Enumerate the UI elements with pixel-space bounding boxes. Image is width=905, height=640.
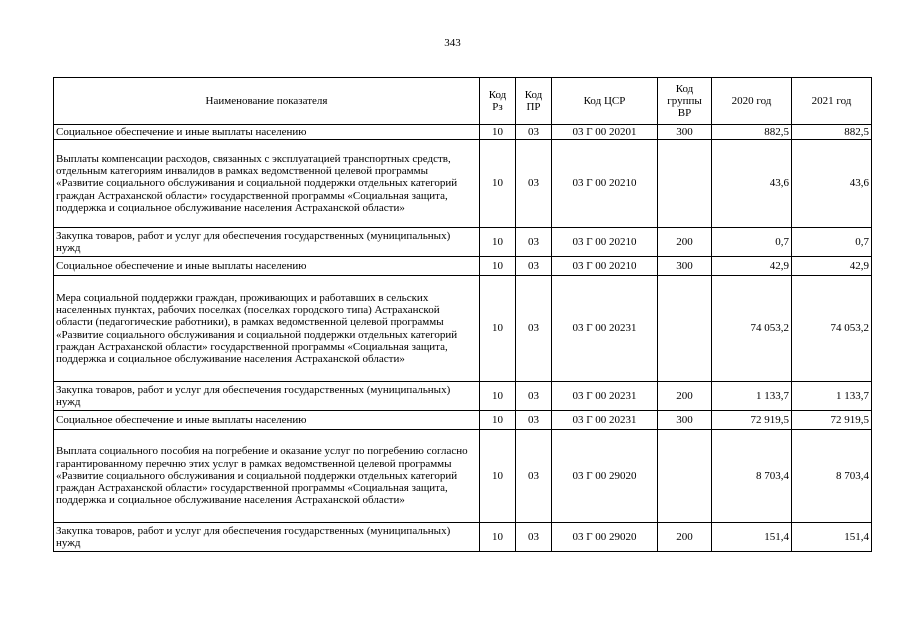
table-row xyxy=(54,382,872,411)
cell-year-2021: 43,6 xyxy=(792,140,872,228)
cell-year-2020: 882,5 xyxy=(712,125,792,140)
cell-vr: 300 xyxy=(658,411,712,430)
cell-year-2020: 8 703,4 xyxy=(712,430,792,523)
cell-name: Мера социальной поддержки граждан, проживающих и работавших в сельских населенных пунктах, рабочих поселках (поселках городского типа) Астраханской области (педагогические работники), в рамках ведомственной целевой программы «Развитие социального обслуживания и социальной поддержки отдельных категорий граждан Астраханской области» государственной программы «Социальная защита, поддержка и социальное обслуживание населения Астраханской области» xyxy=(54,276,480,382)
table-row xyxy=(54,257,872,276)
cell-rz: 10 xyxy=(480,382,516,411)
cell-csr: 03 Г 00 20210 xyxy=(552,140,658,228)
cell-year-2021: 0,7 xyxy=(792,228,872,257)
cell-year-2021: 1 133,7 xyxy=(792,382,872,411)
cell-name: Закупка товаров, работ и услуг для обеспечения государственных (муниципальных) нужд xyxy=(54,523,480,552)
cell-year-2021: 72 919,5 xyxy=(792,411,872,430)
table-row xyxy=(54,411,872,430)
cell-year-2021: 74 053,2 xyxy=(792,276,872,382)
cell-csr: 03 Г 00 20210 xyxy=(552,228,658,257)
cell-vr xyxy=(658,276,712,382)
cell-year-2020: 0,7 xyxy=(712,228,792,257)
cell-year-2020: 1 133,7 xyxy=(712,382,792,411)
cell-year-2020: 72 919,5 xyxy=(712,411,792,430)
cell-year-2020: 74 053,2 xyxy=(712,276,792,382)
cell-rz: 10 xyxy=(480,125,516,140)
cell-name: Социальное обеспечение и иные выплаты населению xyxy=(54,125,480,140)
cell-pr: 03 xyxy=(516,140,552,228)
cell-pr: 03 xyxy=(516,411,552,430)
cell-csr: 03 Г 00 20231 xyxy=(552,382,658,411)
cell-name: Выплаты компенсации расходов, связанных с эксплуатацией транспортных средств, отдельным категориям инвалидов в рамках ведомственной целевой программы «Развитие социального обслуживания и социальной поддержки отдельных категорий граждан Астраханской области» государственной программы «Социальная защита, поддержка и социальное обслуживание населения Астраханской области» xyxy=(54,140,480,228)
cell-csr: 03 Г 00 20231 xyxy=(552,411,658,430)
cell-year-2021: 8 703,4 xyxy=(792,430,872,523)
budget-table xyxy=(53,77,872,552)
header-rz: Код Рз xyxy=(480,78,516,125)
cell-year-2021: 151,4 xyxy=(792,523,872,552)
cell-rz: 10 xyxy=(480,430,516,523)
table-row xyxy=(54,125,872,140)
cell-csr: 03 Г 00 29020 xyxy=(552,523,658,552)
cell-vr: 200 xyxy=(658,228,712,257)
cell-name: Выплата социального пособия на погребение и оказание услуг по погребению согласно гарантированному перечню этих услуг в рамках ведомственной целевой программы «Развитие социального обслуживания и социальной поддержки отдельных категорий граждан Астраханской области» государственной программы «Социальная защита, поддержка и социальное обслуживание населения Астраханской области» xyxy=(54,430,480,523)
cell-pr: 03 xyxy=(516,523,552,552)
cell-name: Социальное обеспечение и иные выплаты населению xyxy=(54,411,480,430)
table-row xyxy=(54,140,872,228)
table-row xyxy=(54,276,872,382)
cell-vr: 200 xyxy=(658,523,712,552)
cell-rz: 10 xyxy=(480,257,516,276)
table-row xyxy=(54,430,872,523)
cell-csr: 03 Г 00 20210 xyxy=(552,257,658,276)
cell-csr: 03 Г 00 20201 xyxy=(552,125,658,140)
table-row xyxy=(54,228,872,257)
header-year-2021: 2021 год xyxy=(792,78,872,125)
cell-vr xyxy=(658,430,712,523)
cell-pr: 03 xyxy=(516,228,552,257)
cell-name: Закупка товаров, работ и услуг для обеспечения государственных (муниципальных) нужд xyxy=(54,382,480,411)
cell-rz: 10 xyxy=(480,140,516,228)
cell-name: Закупка товаров, работ и услуг для обеспечения государственных (муниципальных) нужд xyxy=(54,228,480,257)
cell-csr: 03 Г 00 29020 xyxy=(552,430,658,523)
cell-name: Социальное обеспечение и иные выплаты населению xyxy=(54,257,480,276)
cell-vr: 300 xyxy=(658,257,712,276)
header-year-2020: 2020 год xyxy=(712,78,792,125)
cell-csr: 03 Г 00 20231 xyxy=(552,276,658,382)
cell-vr xyxy=(658,140,712,228)
cell-rz: 10 xyxy=(480,523,516,552)
cell-pr: 03 xyxy=(516,382,552,411)
header-name: Наименование показателя xyxy=(54,78,480,125)
cell-year-2020: 42,9 xyxy=(712,257,792,276)
cell-year-2021: 42,9 xyxy=(792,257,872,276)
header-pr: Код ПР xyxy=(516,78,552,125)
cell-pr: 03 xyxy=(516,276,552,382)
table-row xyxy=(54,523,872,552)
table-header-row xyxy=(54,78,872,125)
cell-rz: 10 xyxy=(480,276,516,382)
cell-pr: 03 xyxy=(516,257,552,276)
cell-year-2020: 151,4 xyxy=(712,523,792,552)
cell-vr: 200 xyxy=(658,382,712,411)
cell-year-2021: 882,5 xyxy=(792,125,872,140)
cell-rz: 10 xyxy=(480,411,516,430)
cell-pr: 03 xyxy=(516,430,552,523)
cell-year-2020: 43,6 xyxy=(712,140,792,228)
header-vr: Код группы ВР xyxy=(658,78,712,125)
cell-vr: 300 xyxy=(658,125,712,140)
cell-rz: 10 xyxy=(480,228,516,257)
cell-pr: 03 xyxy=(516,125,552,140)
page-number: 343 xyxy=(444,37,461,49)
header-csr: Код ЦСР xyxy=(552,78,658,125)
table-body xyxy=(54,125,872,552)
